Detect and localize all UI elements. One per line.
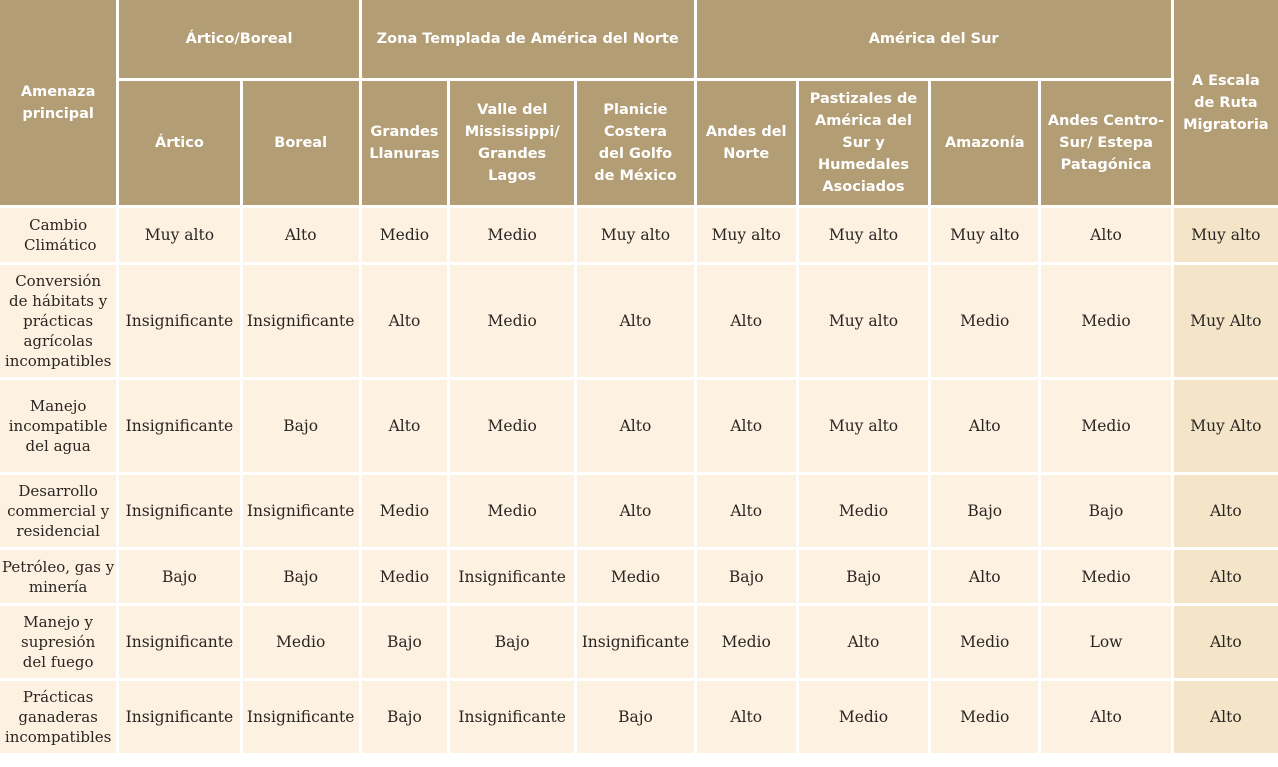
cell-flyway: Alto [1174,681,1278,753]
header-region-great-plains: Grandes Llanuras [362,81,447,205]
cell-amazonia: Bajo [931,475,1038,547]
header-flyway: A Escala de Ruta Migratoria [1174,0,1278,205]
cell-mississippi-great-lakes: Bajo [450,606,574,678]
cell-amazonia: Medio [931,681,1038,753]
cell-central-southern-andes: Medio [1041,550,1170,603]
table-row [0,475,1278,547]
cell-boreal: Medio [243,606,359,678]
cell-great-plains: Bajo [362,681,447,753]
cell-gulf-coastal-plain: Medio [577,550,693,603]
threat-label: Petróleo, gas y minería [0,550,116,603]
cell-flyway: Muy alto [1174,208,1278,262]
cell-great-plains: Alto [362,265,447,377]
threat-label: Desarrollo commercial y residencial [0,475,116,547]
cell-flyway: Alto [1174,606,1278,678]
cell-flyway: Alto [1174,475,1278,547]
cell-arctic: Insignificante [119,265,239,377]
cell-central-southern-andes: Bajo [1041,475,1170,547]
cell-mississippi-great-lakes: Insignificante [450,681,574,753]
cell-south-american-grasslands: Medio [799,681,928,753]
header-region-amazonia: Amazonía [931,81,1038,205]
header-group-south-america: América del Sur [697,0,1171,78]
cell-northern-andes: Alto [697,380,796,472]
cell-central-southern-andes: Low [1041,606,1170,678]
cell-south-american-grasslands: Muy alto [799,380,928,472]
cell-mississippi-great-lakes: Medio [450,208,574,262]
table-row [0,681,1278,753]
threat-label: Prácticas ganaderas incompatibles [0,681,116,753]
cell-great-plains: Bajo [362,606,447,678]
cell-central-southern-andes: Medio [1041,380,1170,472]
cell-flyway: Muy Alto [1174,265,1278,377]
cell-arctic: Insignificante [119,380,239,472]
cell-arctic: Muy alto [119,208,239,262]
cell-northern-andes: Alto [697,265,796,377]
cell-northern-andes: Alto [697,681,796,753]
table-row [0,380,1278,472]
header-region-northern-andes: Andes del Norte [697,81,796,205]
header-region-gulf-coastal-plain: Planicie Costera del Golfo de México [577,81,693,205]
cell-arctic: Insignificante [119,475,239,547]
threat-label: Manejo y supresión del fuego [0,606,116,678]
cell-northern-andes: Muy alto [697,208,796,262]
cell-central-southern-andes: Alto [1041,681,1170,753]
cell-south-american-grasslands: Medio [799,475,928,547]
cell-great-plains: Medio [362,475,447,547]
cell-south-american-grasslands: Muy alto [799,265,928,377]
header-group-temperate-north-america: Zona Templada de América del Norte [362,0,694,78]
cell-amazonia: Medio [931,606,1038,678]
cell-south-american-grasslands: Muy alto [799,208,928,262]
cell-northern-andes: Medio [697,606,796,678]
cell-gulf-coastal-plain: Alto [577,380,693,472]
table-row [0,606,1278,678]
header-region-boreal: Boreal [243,81,359,205]
cell-south-american-grasslands: Alto [799,606,928,678]
cell-boreal: Bajo [243,380,359,472]
cell-arctic: Insignificante [119,606,239,678]
cell-gulf-coastal-plain: Alto [577,265,693,377]
cell-flyway: Muy Alto [1174,380,1278,472]
cell-boreal: Insignificante [243,265,359,377]
cell-boreal: Bajo [243,550,359,603]
table-row [0,550,1278,603]
cell-mississippi-great-lakes: Medio [450,265,574,377]
cell-central-southern-andes: Alto [1041,208,1170,262]
threat-label: Manejo incompatible del agua [0,380,116,472]
header-threat: Amenaza principal [0,0,116,205]
header-region-arctic: Ártico [119,81,239,205]
cell-amazonia: Medio [931,265,1038,377]
cell-gulf-coastal-plain: Insignificante [577,606,693,678]
cell-mississippi-great-lakes: Insignificante [450,550,574,603]
cell-northern-andes: Alto [697,475,796,547]
threat-label: Conversión de hábitats y prácticas agrícolas incompatibles [0,265,116,377]
cell-northern-andes: Bajo [697,550,796,603]
cell-mississippi-great-lakes: Medio [450,475,574,547]
cell-boreal: Alto [243,208,359,262]
cell-boreal: Insignificante [243,681,359,753]
header-region-south-american-grasslands: Pastizales de América del Sur y Humedales Asociados [799,81,928,205]
cell-arctic: Bajo [119,550,239,603]
cell-arctic: Insignificante [119,681,239,753]
cell-gulf-coastal-plain: Bajo [577,681,693,753]
cell-gulf-coastal-plain: Muy alto [577,208,693,262]
cell-boreal: Insignificante [243,475,359,547]
header-region-mississippi-great-lakes: Valle del Mississippi/ Grandes Lagos [450,81,574,205]
cell-great-plains: Alto [362,380,447,472]
cell-great-plains: Medio [362,208,447,262]
cell-mississippi-great-lakes: Medio [450,380,574,472]
cell-central-southern-andes: Medio [1041,265,1170,377]
cell-amazonia: Alto [931,380,1038,472]
cell-amazonia: Alto [931,550,1038,603]
cell-amazonia: Muy alto [931,208,1038,262]
table-row [0,208,1278,262]
cell-great-plains: Medio [362,550,447,603]
cell-south-american-grasslands: Bajo [799,550,928,603]
table-row [0,265,1278,377]
header-region-central-southern-andes: Andes Centro-Sur/ Estepa Patagónica [1041,81,1170,205]
threat-label: Cambio Climático [0,208,116,262]
cell-flyway: Alto [1174,550,1278,603]
header-group-arctic-boreal: Ártico/Boreal [119,0,359,78]
cell-gulf-coastal-plain: Alto [577,475,693,547]
